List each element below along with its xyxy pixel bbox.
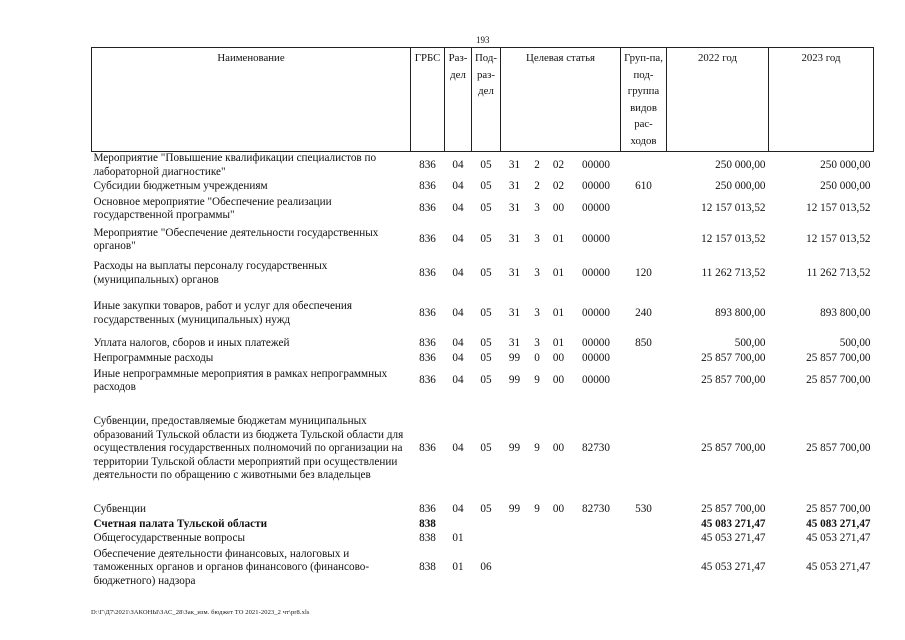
row-target-subprogram: 3 xyxy=(534,337,540,350)
row-podrazdel: 05 xyxy=(480,306,492,319)
row-name: Иные непрограммные мероприятия в рамках непрограммных расходов xyxy=(93,367,388,393)
row-amount-2023: 11 262 713,52 xyxy=(806,266,871,279)
row-grbs: 836 xyxy=(419,503,436,516)
row-amount-2023: 25 857 700,00 xyxy=(806,442,871,455)
row-target-direction: 00000 xyxy=(582,202,610,215)
row-name: Субвенции xyxy=(93,503,146,516)
row-target-event xyxy=(546,547,572,590)
row-amount-2023: 25 857 700,00 xyxy=(806,352,871,365)
row-podrazdel: 05 xyxy=(480,159,492,171)
budget-table xyxy=(91,47,874,590)
row-amount-2022: 25 857 700,00 xyxy=(701,503,766,516)
row-target-direction xyxy=(572,532,621,547)
table-row xyxy=(92,532,874,547)
header-podrazdel: Под-раз-дел xyxy=(472,48,501,152)
row-target-program: 31 xyxy=(508,233,521,246)
row-target-subprogram: 9 xyxy=(534,442,540,455)
row-amount-2023: 500,00 xyxy=(839,337,871,350)
row-amount-2022: 45 053 271,47 xyxy=(701,532,766,545)
row-podrazdel: 05 xyxy=(480,180,492,193)
header-year-2023: 2023 год xyxy=(769,48,874,152)
table-row xyxy=(92,257,874,291)
row-target-event: 01 xyxy=(552,306,565,319)
header-razdel: Раз-дел xyxy=(445,48,472,152)
row-amount-2022: 250 000,00 xyxy=(715,159,766,171)
row-podrazdel: 05 xyxy=(480,233,492,246)
table-row xyxy=(92,337,874,352)
row-podrazdel xyxy=(472,518,501,532)
row-target-program: 31 xyxy=(508,159,521,171)
row-grbs: 836 xyxy=(419,233,436,246)
row-expense-type xyxy=(621,352,667,367)
row-target-direction: 82730 xyxy=(582,503,610,516)
row-amount-2022: 11 262 713,52 xyxy=(701,266,766,279)
row-target-direction: 00000 xyxy=(582,180,610,193)
row-amount-2022: 12 157 013,52 xyxy=(701,202,766,215)
row-target-subprogram: 3 xyxy=(534,306,540,319)
row-name: Субвенции, предоставляемые бюджетам муниципальных образований Тульской области из бюджета Тульской области для осуществления государственных полномочий по организации на территории Тульской области мероприятий при осуществлении деятельности по обращению с животными без владельцев xyxy=(93,415,404,482)
row-target-direction: 00000 xyxy=(582,233,610,246)
row-expense-type xyxy=(621,224,667,257)
row-name: Основное мероприятие "Обеспечение реализации государственной программы" xyxy=(93,195,332,221)
row-target-subprogram xyxy=(529,547,546,590)
row-amount-2023: 25 857 700,00 xyxy=(806,503,871,516)
row-expense-type xyxy=(621,518,667,532)
row-target-subprogram: 2 xyxy=(534,180,540,193)
row-amount-2023: 45 083 271,47 xyxy=(806,517,871,530)
row-razdel: 04 xyxy=(452,180,464,193)
table-row xyxy=(92,195,874,224)
row-razdel: 04 xyxy=(452,503,464,516)
row-expense-type: 240 xyxy=(635,306,652,319)
row-target-subprogram xyxy=(529,518,546,532)
row-target-subprogram: 3 xyxy=(534,233,540,246)
row-target-program xyxy=(501,532,529,547)
row-amount-2022: 500,00 xyxy=(734,337,766,350)
row-amount-2023: 45 053 271,47 xyxy=(806,561,871,574)
row-target-program xyxy=(501,547,529,590)
table-row xyxy=(92,396,874,503)
table-row xyxy=(92,503,874,518)
row-target-event xyxy=(546,518,572,532)
row-amount-2023: 12 157 013,52 xyxy=(806,233,871,246)
row-grbs: 838 xyxy=(419,517,436,530)
row-name: Мероприятие "Обеспечение деятельности государственных органов" xyxy=(93,226,379,252)
row-podrazdel: 05 xyxy=(480,202,492,215)
row-target-subprogram: 0 xyxy=(534,352,540,365)
row-amount-2022: 25 857 700,00 xyxy=(701,352,766,365)
row-grbs: 838 xyxy=(419,532,436,545)
row-target-program: 99 xyxy=(508,374,521,387)
row-target-program: 99 xyxy=(508,352,521,365)
row-podrazdel: 05 xyxy=(480,352,492,365)
row-target-direction: 00000 xyxy=(582,159,610,171)
row-expense-type xyxy=(621,547,667,590)
row-target-direction: 00000 xyxy=(582,337,610,350)
table-row xyxy=(92,367,874,396)
row-razdel: 04 xyxy=(452,202,464,215)
row-target-direction: 00000 xyxy=(582,306,610,319)
row-expense-type xyxy=(621,195,667,224)
row-amount-2023: 250 000,00 xyxy=(820,180,871,193)
row-podrazdel: 05 xyxy=(480,442,492,455)
row-razdel: 04 xyxy=(452,306,464,319)
row-amount-2022: 45 053 271,47 xyxy=(701,561,766,574)
row-name: Уплата налогов, сборов и иных платежей xyxy=(93,337,290,350)
row-grbs: 836 xyxy=(419,374,436,387)
row-grbs: 836 xyxy=(419,352,436,365)
row-target-event: 00 xyxy=(552,374,565,387)
table-row xyxy=(92,352,874,367)
row-grbs: 836 xyxy=(419,442,436,455)
table-row xyxy=(92,291,874,337)
row-razdel: 04 xyxy=(452,352,464,365)
header-year-2022: 2022 год xyxy=(667,48,769,152)
footer-file-path: D:\Г\Д7\2021\ЗАКОНЫ\ЗАС_28\Зак_изм. бюджет ТО 2021-2023_2 чт\pr8.xls xyxy=(91,609,310,616)
row-grbs: 836 xyxy=(419,202,436,215)
row-grbs: 838 xyxy=(419,561,436,574)
table-row xyxy=(92,518,874,532)
row-amount-2022: 25 857 700,00 xyxy=(701,374,766,387)
row-amount-2022: 250 000,00 xyxy=(715,180,766,193)
row-expense-type xyxy=(621,396,667,503)
row-target-program: 31 xyxy=(508,266,521,279)
row-name: Иные закупки товаров, работ и услуг для обеспечения государственных (муниципальных) нужд xyxy=(93,300,353,326)
row-razdel xyxy=(445,518,472,532)
row-amount-2023: 45 053 271,47 xyxy=(806,532,871,545)
row-target-event: 00 xyxy=(552,202,565,215)
row-name: Общегосударственные вопросы xyxy=(93,532,246,545)
header-grbs: ГРБС xyxy=(411,48,445,152)
row-target-event: 00 xyxy=(552,503,565,516)
row-target-direction: 00000 xyxy=(582,266,610,279)
row-expense-type: 850 xyxy=(635,337,652,350)
row-amount-2022: 25 857 700,00 xyxy=(701,442,766,455)
row-amount-2023: 250 000,00 xyxy=(820,159,871,171)
table-row xyxy=(92,547,874,590)
header-name: Наименование xyxy=(92,48,411,152)
row-amount-2023: 893 800,00 xyxy=(820,306,871,319)
row-target-program: 31 xyxy=(508,337,521,350)
row-podrazdel: 06 xyxy=(480,561,492,574)
row-target-event: 00 xyxy=(552,352,565,365)
row-grbs: 836 xyxy=(419,337,436,350)
row-target-event: 00 xyxy=(552,442,565,455)
row-expense-type xyxy=(621,532,667,547)
row-name: Счетная палата Тульской области xyxy=(93,517,268,530)
row-target-program: 31 xyxy=(508,306,521,319)
row-expense-type xyxy=(621,152,667,180)
row-razdel: 04 xyxy=(452,442,464,455)
row-target-program: 99 xyxy=(508,442,521,455)
row-podrazdel: 05 xyxy=(480,266,492,279)
row-grbs: 836 xyxy=(419,159,436,171)
row-target-subprogram: 2 xyxy=(534,159,540,171)
row-amount-2022: 12 157 013,52 xyxy=(701,233,766,246)
row-expense-type: 120 xyxy=(635,266,652,279)
row-razdel: 01 xyxy=(452,561,464,574)
row-razdel: 04 xyxy=(452,374,464,387)
row-target-event xyxy=(546,532,572,547)
row-razdel: 04 xyxy=(452,266,464,279)
header-target-article: Целевая статья xyxy=(501,48,621,152)
row-name: Обеспечение деятельности финансовых, налоговых и таможенных органов и органов финансового (финансово-бюджетного) надзора xyxy=(93,547,370,587)
row-grbs: 836 xyxy=(419,266,436,279)
row-target-subprogram xyxy=(529,532,546,547)
row-podrazdel: 05 xyxy=(480,503,492,516)
row-target-event: 01 xyxy=(552,233,565,246)
row-podrazdel: 05 xyxy=(480,337,492,350)
row-podrazdel xyxy=(472,532,501,547)
row-name: Мероприятие "Повышение квалификации специалистов по лабораторной диагностике" xyxy=(93,152,377,178)
row-target-event: 01 xyxy=(552,337,565,350)
row-target-program: 31 xyxy=(508,202,521,215)
row-razdel: 04 xyxy=(452,233,464,246)
row-razdel: 04 xyxy=(452,159,464,171)
row-target-program xyxy=(501,518,529,532)
row-podrazdel: 05 xyxy=(480,374,492,387)
row-name: Непрограммные расходы xyxy=(93,352,214,365)
row-amount-2022: 45 083 271,47 xyxy=(701,517,766,530)
row-target-subprogram: 3 xyxy=(534,266,540,279)
table-row xyxy=(92,180,874,195)
row-amount-2022: 893 800,00 xyxy=(715,306,766,319)
row-target-direction xyxy=(572,518,621,532)
row-grbs: 836 xyxy=(419,306,436,319)
row-expense-type xyxy=(621,367,667,396)
row-expense-type: 530 xyxy=(635,503,652,516)
row-target-direction: 00000 xyxy=(582,352,610,365)
row-razdel: 01 xyxy=(452,532,464,545)
row-razdel: 04 xyxy=(452,337,464,350)
row-name: Субсидии бюджетным учреждениям xyxy=(93,180,268,193)
page-number: 193 xyxy=(476,35,490,45)
row-amount-2023: 12 157 013,52 xyxy=(806,202,871,215)
row-grbs: 836 xyxy=(419,180,436,193)
row-target-event: 01 xyxy=(552,266,565,279)
row-target-subprogram: 9 xyxy=(534,503,540,516)
table-body xyxy=(92,152,874,590)
table-row xyxy=(92,224,874,257)
row-target-direction: 82730 xyxy=(582,442,610,455)
row-target-event: 02 xyxy=(552,180,565,193)
row-target-direction: 00000 xyxy=(582,374,610,387)
row-target-program: 31 xyxy=(508,180,521,193)
row-target-direction xyxy=(572,547,621,590)
row-expense-type: 610 xyxy=(635,180,652,193)
row-target-subprogram: 3 xyxy=(534,202,540,215)
header-expense-type: Груп-па, под-группа видов рас-ходов xyxy=(621,48,667,152)
row-name: Расходы на выплаты персоналу государственных (муниципальных) органов xyxy=(93,260,328,286)
row-target-event: 02 xyxy=(552,159,565,171)
row-target-subprogram: 9 xyxy=(534,374,540,387)
row-target-program: 99 xyxy=(508,503,521,516)
table-row xyxy=(92,152,874,180)
row-amount-2023: 25 857 700,00 xyxy=(806,374,871,387)
